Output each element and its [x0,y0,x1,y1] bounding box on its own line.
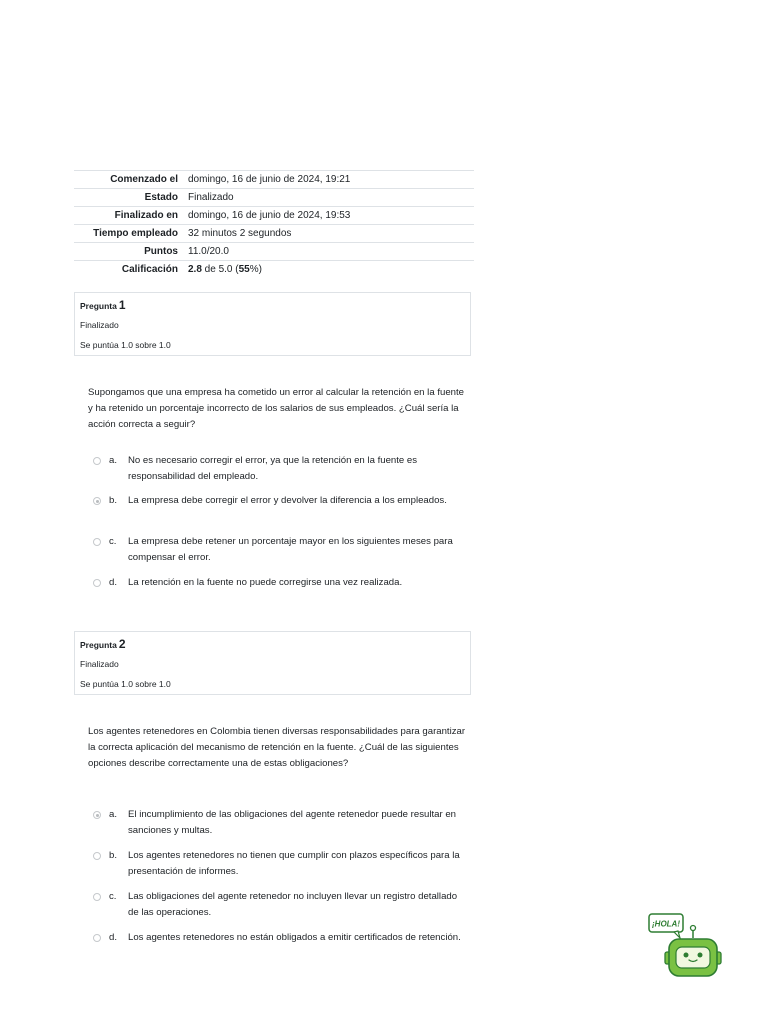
option-letter: c. [109,891,117,902]
option-letter: d. [109,932,118,943]
radio-button[interactable] [93,579,101,587]
option-letter: c. [109,536,117,547]
summary-value: 32 minutos 2 segundos [188,228,292,239]
radio-button-selected[interactable] [93,497,101,505]
question-info-2 [74,631,471,695]
question-state: Finalizado [80,659,119,669]
question-state: Finalizado [80,320,119,330]
chatbot-button[interactable] [646,910,726,980]
question-prefix: Pregunta [80,301,117,311]
radio-button[interactable] [93,934,101,942]
option-text: Los agentes retenedores no están obligados a emitir certificados de retención. [128,932,461,943]
summary-value: domingo, 16 de junio de 2024, 19:53 [188,210,351,221]
question-number-value: 2 [118,637,126,651]
grade-score: 2.8 [188,264,202,276]
question-info-1 [74,292,471,356]
question-grade: Se puntúa 1.0 sobre 1.0 [80,340,171,350]
option-text: La empresa debe retener un porcentaje mayor en los siguientes meses para compensar el error. [128,536,453,563]
radio-button[interactable] [93,893,101,901]
summary-row-state [74,189,474,207]
option-letter: d. [109,577,118,588]
attempt-summary-table [74,170,474,279]
summary-row-grade [74,261,474,279]
summary-label: Finalizado en [114,210,178,221]
option-letter: b. [109,850,118,861]
option-text: No es necesario corregir el error, ya que la retención en la fuente es responsabilidad del empleado. [128,455,418,482]
grade-percent: 55 [238,264,250,276]
option-letter: b. [109,495,118,506]
option-letter: a. [109,455,118,466]
question-number [80,637,126,651]
radio-button[interactable] [93,457,101,465]
option-letter: a. [109,809,118,820]
summary-label: Estado [144,192,178,203]
summary-grade-value [184,261,474,279]
summary-value: 11.0/20.0 [188,246,229,257]
question-prefix: Pregunta [80,640,117,650]
robot-icon [646,910,726,980]
robot-eye-right [698,953,703,958]
option-text: El incumplimiento de las obligaciones del agente retenedor puede resultar en sanciones y multas. [128,809,456,836]
summary-row-points [74,243,474,261]
summary-value: domingo, 16 de junio de 2024, 19:21 [188,174,351,185]
summary-label: Tiempo empleado [93,228,178,239]
summary-row-finished [74,207,474,225]
summary-value: Finalizado [188,192,234,203]
summary-label: Puntos [144,246,178,257]
grade-mid: de 5.0 ( [201,264,239,276]
robot-eye-left [684,953,689,958]
chatbot-greeting: ¡HOLA! [652,919,680,929]
radio-button[interactable] [93,852,101,860]
question-number-value: 1 [118,298,126,312]
summary-row-started [74,171,474,189]
option-text: Los agentes retenedores no tienen que cumplir con plazos específicos para la presentación de informes. [128,850,460,877]
radio-button-selected[interactable] [93,811,101,819]
question-text-1: Supongamos que una empresa ha cometido un error al calcular la retención en la fuente y ha retenido un porcentaje incorrecto de los salarios de sus empleados. ¿Cuál sería la acción correcta a seguir? [88,387,464,430]
question-text-2: Los agentes retenedores en Colombia tienen diversas responsabilidades para garantizar la correcta aplicación del mecanismo de retención en la fuente. ¿Cuál de las siguientes opciones describe correctamente una de estas obligaciones? [88,726,466,769]
option-text: Las obligaciones del agente retenedor no incluyen llevar un registro detallado de las operaciones. [128,891,458,918]
option-text: La retención en la fuente no puede corregirse una vez realizada. [128,577,403,588]
robot-face [676,947,710,968]
option-text: La empresa debe corregir el error y devolver la diferencia a los empleados. [128,495,447,506]
question-number [80,298,126,312]
summary-row-time [74,225,474,243]
summary-label: Calificación [121,264,178,276]
grade-end: %) [249,264,262,276]
question-grade: Se puntúa 1.0 sobre 1.0 [80,679,171,689]
antenna-tip [691,926,696,931]
summary-label: Comenzado el [110,174,178,185]
radio-button[interactable] [93,538,101,546]
